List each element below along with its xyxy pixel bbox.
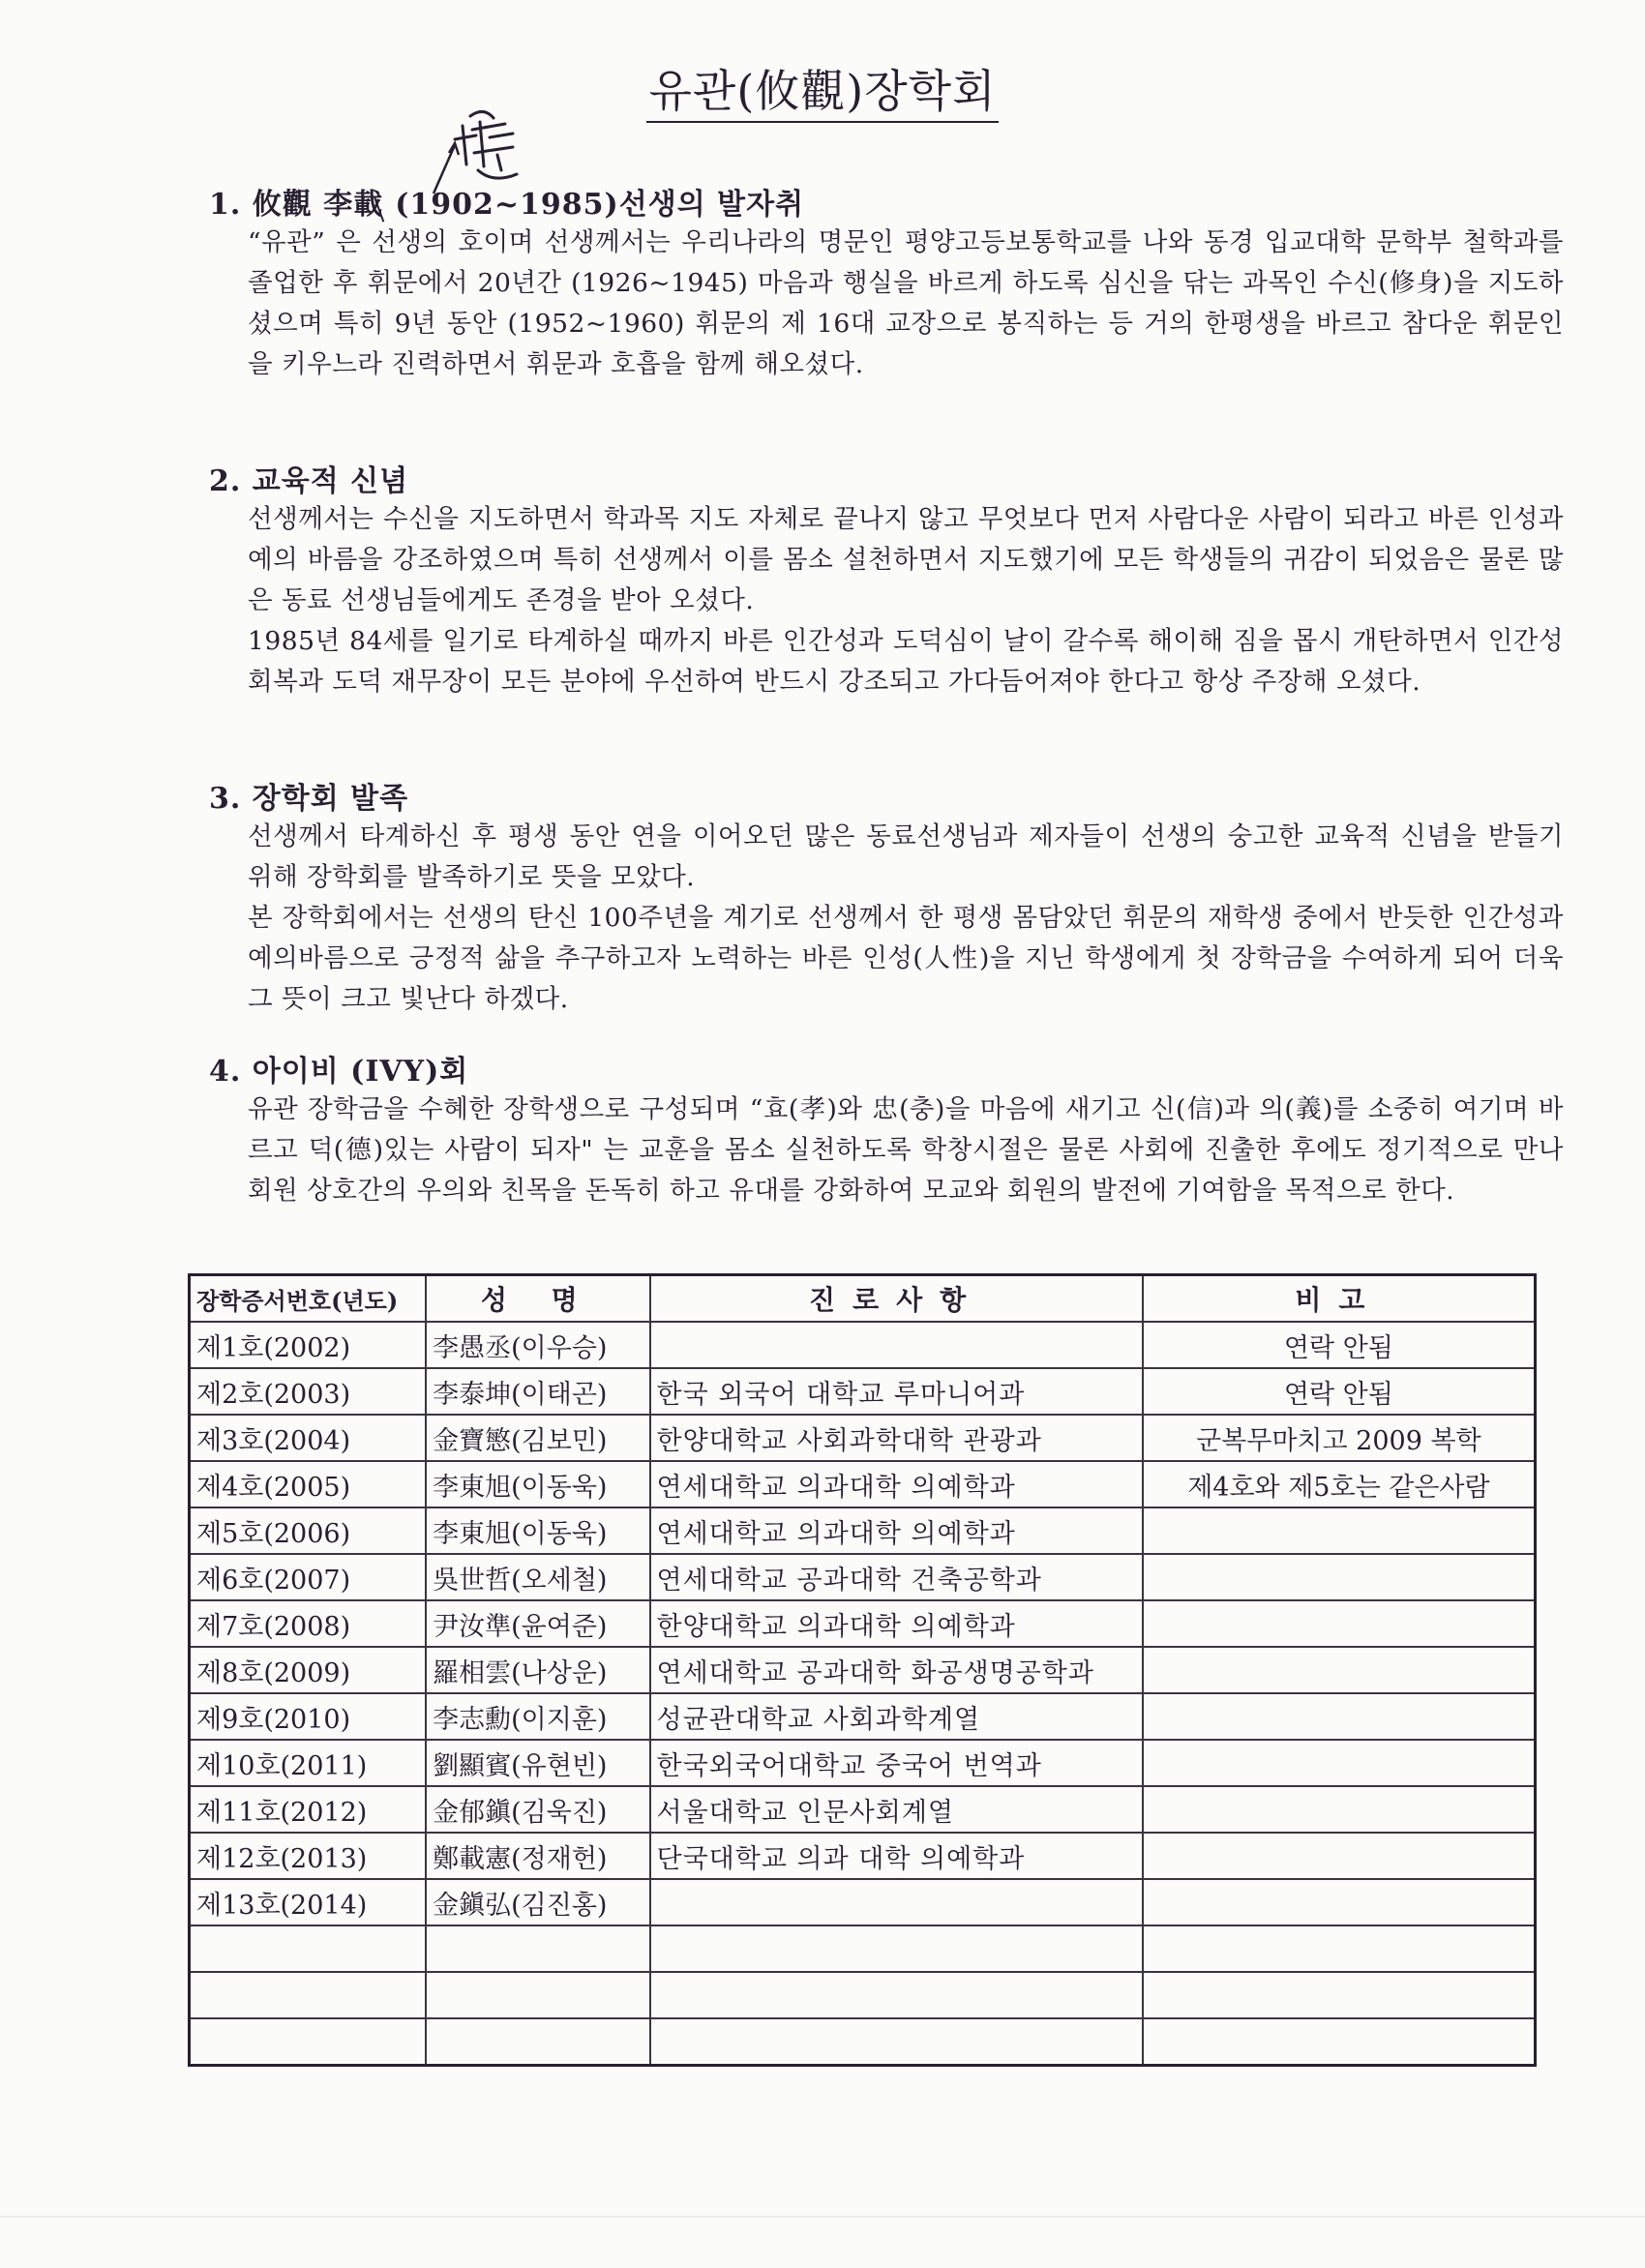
- cell-career: 연세대학교 의과대학 의예학과: [650, 1507, 1143, 1554]
- cell-remarks: [1143, 1507, 1536, 1554]
- section-heading: 2. 교육적 신념: [209, 464, 409, 498]
- cell-name: 李志勳(이지훈): [426, 1693, 649, 1740]
- cell-name: [426, 1925, 649, 1972]
- cell-certificate-no: 제6호(2007): [190, 1554, 427, 1600]
- cell-name: 李泰坤(이태곤): [426, 1368, 649, 1415]
- cell-career: 연세대학교 공과대학 화공생명공학과: [650, 1647, 1143, 1693]
- table-row: [190, 1322, 1536, 1368]
- section-educational-belief: [209, 457, 1564, 702]
- table-row: [190, 1368, 1536, 1415]
- table-row: [190, 2018, 1536, 2066]
- cell-career: [650, 1972, 1143, 2018]
- cell-name: 李東旭(이동욱): [426, 1507, 649, 1554]
- table-row: [190, 1740, 1536, 1786]
- section-body: 선생께서는 수신을 지도하면서 학과목 지도 자체로 끝나지 않고 무엇보다 먼저 사람다운 사람이 되라고 바른 인성과 예의 바름을 강조하였으며 특히 선생께서 이를 몸소 설천하면서 지도했기에 모든 학생들의 귀감이 되었음은 물론 많은 동료 선생님들에게도 존경을 받아 오셨다.: [248, 504, 1564, 615]
- cell-career: [650, 2018, 1143, 2066]
- cell-remarks: 군복무마치고 2009 복학: [1143, 1415, 1536, 1461]
- cell-certificate-no: [190, 2018, 427, 2066]
- cell-remarks: [1143, 1693, 1536, 1740]
- table-row: [190, 1415, 1536, 1461]
- cell-remarks: 제4호와 제5호는 같은사람: [1143, 1461, 1536, 1507]
- table-row: [190, 1647, 1536, 1693]
- section-body-2: 1985년 84세를 일기로 타계하실 때까지 바른 인간성과 도덕심이 날이 갈수록 해이해 짐을 몹시 개탄하면서 인간성 회복과 도덕 재무장이 모든 분야에 우선하여 반드시 강조되고 가다듬어져야 한다고 항상 주장해 오셨다.: [248, 626, 1564, 697]
- header-name: 성 명: [426, 1275, 649, 1323]
- cell-name: 吳世哲(오세철): [426, 1554, 649, 1600]
- cell-career: 성균관대학교 사회과학계열: [650, 1693, 1143, 1740]
- cell-career: 한국 외국어 대학교 루마니어과: [650, 1368, 1143, 1415]
- cell-remarks: 연락 안됨: [1143, 1322, 1536, 1368]
- cell-remarks: [1143, 1879, 1536, 1925]
- cell-name: [426, 2018, 649, 2066]
- cell-certificate-no: 제8호(2009): [190, 1647, 427, 1693]
- cell-career: 서울대학교 인문사회계열: [650, 1786, 1143, 1833]
- cell-certificate-no: [190, 1925, 427, 1972]
- section-heading: 1. 攸觀 李載 (1902~1985)선생의 발자취: [209, 188, 805, 222]
- cell-certificate-no: 제7호(2008): [190, 1600, 427, 1647]
- cell-remarks: [1143, 1554, 1536, 1600]
- cell-name: 鄭載憲(정재헌): [426, 1833, 649, 1879]
- section-foundation: [209, 774, 1564, 1020]
- section-body-2: 본 장학회에서는 선생의 탄신 100주년을 계기로 선생께서 한 평생 몸담았던 휘문의 재학생 중에서 반듯한 인간성과 예의바름으로 긍정적 삶을 추구하고자 노력하는 바른 인성(人性)을 지닌 학생에게 첫 장학금을 수여하게 되어 더욱 그 뜻이 크고 빛난다 하겠다.: [248, 903, 1564, 1014]
- section-heading: 3. 장학회 발족: [209, 782, 409, 816]
- cell-remarks: [1143, 1740, 1536, 1786]
- table-header-row: [190, 1275, 1536, 1323]
- cell-certificate-no: 제5호(2006): [190, 1507, 427, 1554]
- cell-remarks: [1143, 1786, 1536, 1833]
- page-title-text: 유관(攸觀)장학회: [646, 65, 998, 123]
- scan-edge: [0, 2216, 1645, 2218]
- table-row: [190, 1879, 1536, 1925]
- cell-career: [650, 1322, 1143, 1368]
- table-row: [190, 1461, 1536, 1507]
- table-row: [190, 1786, 1536, 1833]
- cell-remarks: [1143, 1925, 1536, 1972]
- table-row: [190, 1600, 1536, 1647]
- cell-career: 연세대학교 의과대학 의예학과: [650, 1461, 1143, 1507]
- table-row: [190, 1925, 1536, 1972]
- table-row: [190, 1972, 1536, 2018]
- cell-certificate-no: 제13호(2014): [190, 1879, 427, 1925]
- cell-remarks: [1143, 1647, 1536, 1693]
- header-career: 진로사항: [650, 1275, 1143, 1323]
- cell-name: 羅相雲(나상운): [426, 1647, 649, 1693]
- cell-name: 李愚丞(이우승): [426, 1322, 649, 1368]
- cell-certificate-no: [190, 1972, 427, 2018]
- cell-career: 단국대학교 의과 대학 의예학과: [650, 1833, 1143, 1879]
- cell-remarks: 연락 안됨: [1143, 1368, 1536, 1415]
- cell-certificate-no: 제11호(2012): [190, 1786, 427, 1833]
- cell-remarks: [1143, 2018, 1536, 2066]
- section-heading: 4. 아이비 (IVY)회: [209, 1055, 469, 1089]
- cell-name: 金郁鎭(김욱진): [426, 1786, 649, 1833]
- cell-certificate-no: 제4호(2005): [190, 1461, 427, 1507]
- cell-certificate-no: 제9호(2010): [190, 1693, 427, 1740]
- table-row: [190, 1507, 1536, 1554]
- page-title: [0, 56, 1645, 120]
- cell-career: 한양대학교 사회과학대학 관광과: [650, 1415, 1143, 1461]
- cell-name: 尹汝準(윤여준): [426, 1600, 649, 1647]
- section-ivy-club: [209, 1047, 1564, 1211]
- header-remarks: 비고: [1143, 1275, 1536, 1323]
- cell-remarks: [1143, 1972, 1536, 2018]
- cell-remarks: [1143, 1600, 1536, 1647]
- section-body: 선생께서 타계하신 후 평생 동안 연을 이어오던 많은 동료선생님과 제자들이 선생의 숭고한 교육적 신념을 받들기 위해 장학회를 발족하기로 뜻을 모았다.: [248, 821, 1564, 892]
- cell-career: 한국외국어대학교 중국어 번역과: [650, 1740, 1143, 1786]
- cell-certificate-no: 제2호(2003): [190, 1368, 427, 1415]
- cell-career: 한양대학교 의과대학 의예학과: [650, 1600, 1143, 1647]
- section-history: [209, 180, 1564, 385]
- cell-career: [650, 1879, 1143, 1925]
- cell-remarks: [1143, 1833, 1536, 1879]
- table-row: [190, 1554, 1536, 1600]
- header-certificate-no: 장학증서번호(년도): [190, 1275, 427, 1323]
- cell-career: [650, 1925, 1143, 1972]
- section-body: 유관 장학금을 수혜한 장학생으로 구성되며 “효(孝)와 忠(충)을 마음에 새기고 신(信)과 의(義)를 소중히 여기며 바르고 덕(德)있는 사람이 되자" 는 교훈을 몸소 실천하도록 학창시절은 물론 사회에 진출한 후에도 정기적으로 만나 회원 상호간의 우의와 친목을 돈독히 하고 유대를 강화하여 모교와 회원의 발전에 기여함을 목적으로 한다.: [248, 1094, 1564, 1206]
- cell-name: 金寶慜(김보민): [426, 1415, 649, 1461]
- cell-certificate-no: 제3호(2004): [190, 1415, 427, 1461]
- cell-name: 金鎭弘(김진홍): [426, 1879, 649, 1925]
- cell-certificate-no: 제1호(2002): [190, 1322, 427, 1368]
- cell-certificate-no: 제12호(2013): [190, 1833, 427, 1879]
- section-body: “유관” 은 선생의 호이며 선생께서는 우리나라의 명문인 평양고등보통학교를 나와 동경 입교대학 문학부 철학과를 졸업한 후 휘문에서 20년간 (1926~1945) 마음과 행실을 바르게 하도록 심신을 닦는 과목인 수신(修身)을 지도하셨으며 특히 9년 동안 (1952~1960) 휘문의 제 16대 교장으로 봉직하는 등 거의 한평생을 바르고 참다운 휘문인을 키우느라 진력하면서 휘문과 호흡을 함께 해오셨다.: [248, 227, 1564, 379]
- cell-career: 연세대학교 공과대학 건축공학과: [650, 1554, 1143, 1600]
- cell-name: [426, 1972, 649, 2018]
- table-row: [190, 1833, 1536, 1879]
- cell-certificate-no: 제10호(2011): [190, 1740, 427, 1786]
- scholarship-recipients-table: [188, 1273, 1537, 2067]
- cell-name: 李東旭(이동욱): [426, 1461, 649, 1507]
- cell-name: 劉顯賓(유현빈): [426, 1740, 649, 1786]
- table-row: [190, 1693, 1536, 1740]
